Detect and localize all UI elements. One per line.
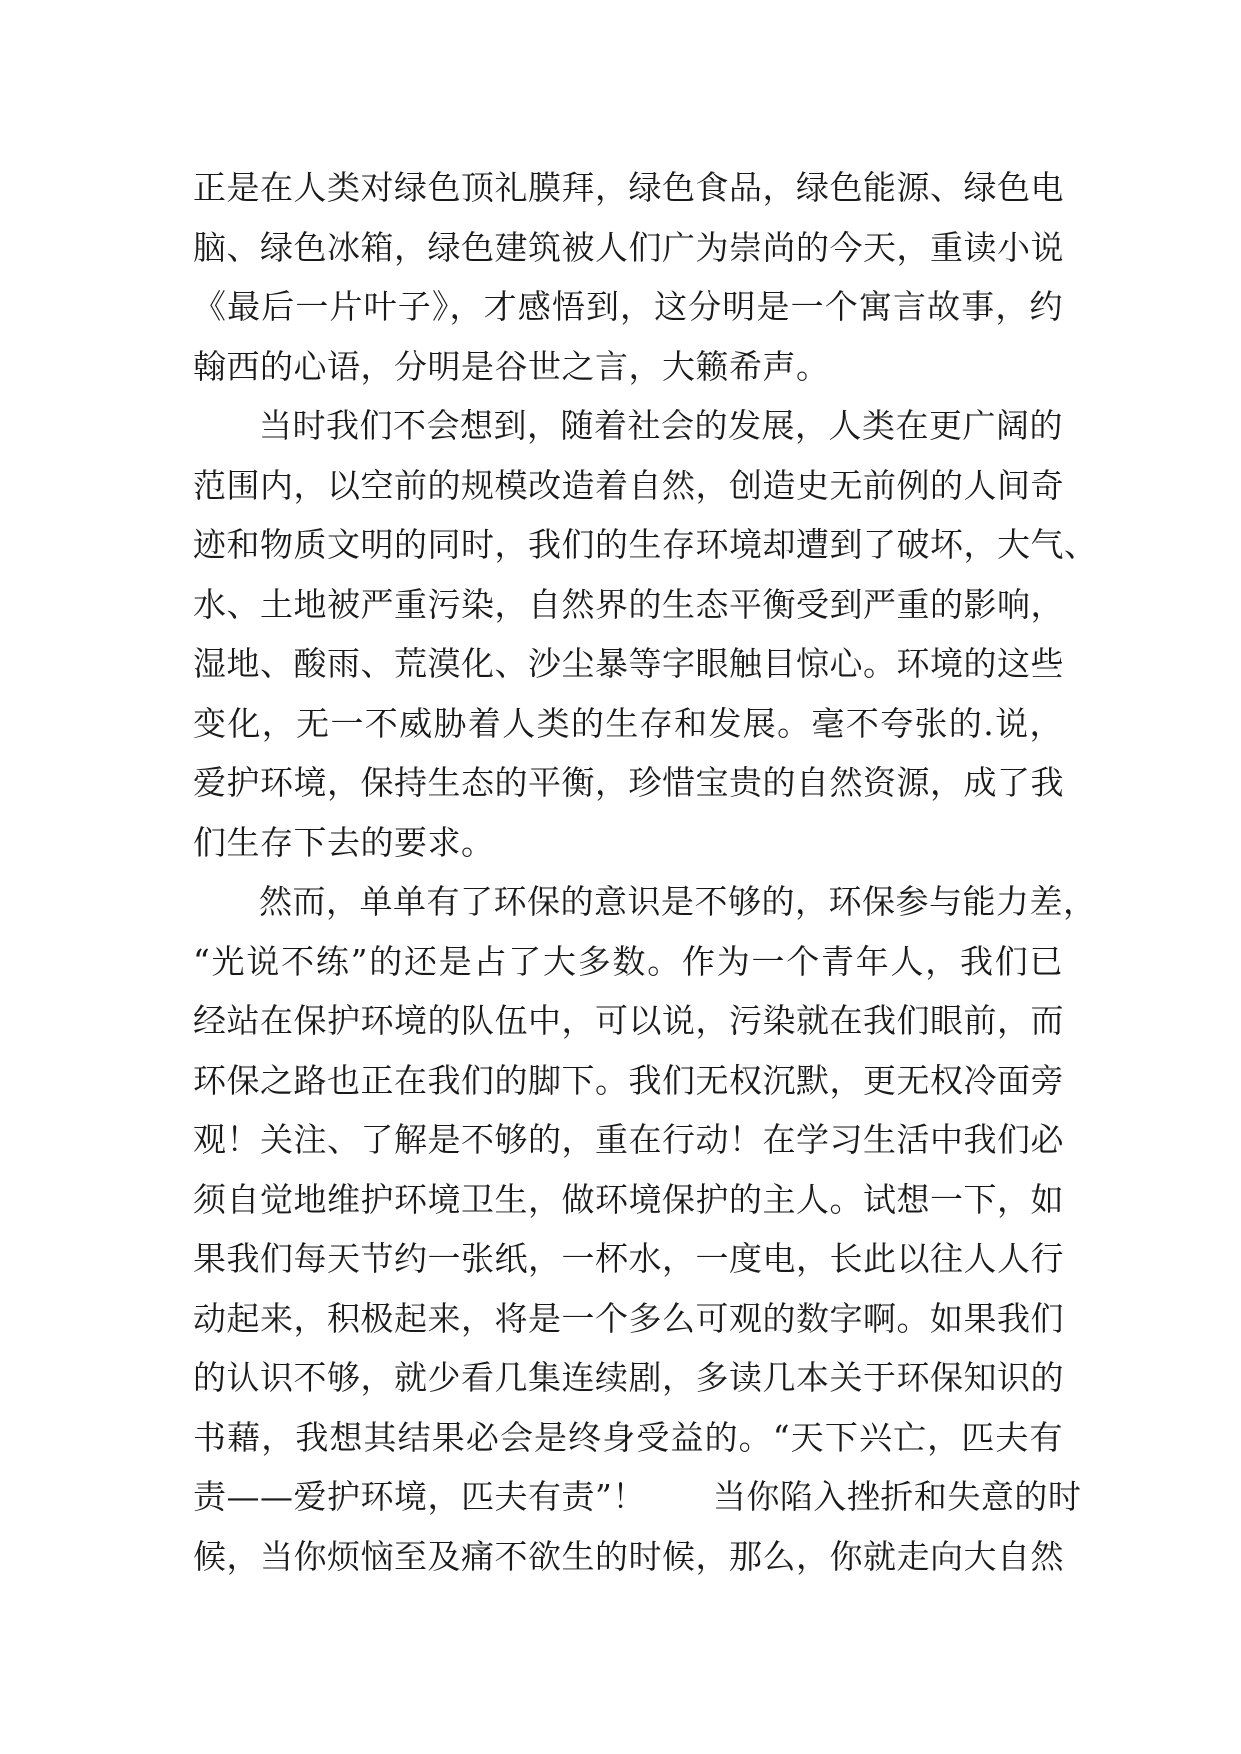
text-line: 变化，无一不威胁着人类的生存和发展。毫不夸张的.说，	[193, 703, 1063, 743]
text-line: 当时我们不会想到，随着社会的发展，人类在更广阔的	[259, 406, 1063, 445]
text-line: 脑、绿色冰箱，绿色建筑被人们广为崇尚的今天，重读小说	[193, 227, 1064, 267]
text-line: 《最后一片叶子》，才感悟到，这分明是一个寓言故事，约	[193, 287, 1063, 326]
text-line: 书藉，我想其结果必会是终身受益的。“天下兴亡，匹夫有	[193, 1417, 1063, 1457]
text-line: 责——爱护环境，匹夫有责”！ 当你陷入挫折和失意的时	[193, 1477, 1082, 1516]
text-line: 候，当你烦恼至及痛不欲生的时候，那么，你就走向大自然	[193, 1536, 1064, 1576]
text-line: 然而，单单有了环保的意识是不够的，环保参与能力差，	[259, 882, 1097, 921]
text-line: 爱护环境，保持生态的平衡，珍惜宝贵的自然资源，成了我	[193, 763, 1064, 802]
text-line: 观！关注、了解是不够的，重在行动！在学习生活中我们必	[193, 1120, 1064, 1159]
text-line: 须自觉地维护环境卫生，做环境保护的主人。试想一下，如	[193, 1179, 1064, 1219]
text-line: 正是在人类对绿色顶礼膜拜，绿色食品，绿色能源、绿色电	[193, 168, 1064, 207]
text-line: 环保之路也正在我们的脚下。我们无权沉默，更无权冷面旁	[193, 1060, 1064, 1100]
text-line: “光说不练”的还是占了大多数。作为一个青年人，我们已	[193, 941, 1063, 981]
text-line: 果我们每天节约一张纸，一杯水，一度电，长此以往人人行	[193, 1239, 1064, 1278]
text-line: 翰西的心语，分明是谷世之言，大籁希声。	[193, 346, 830, 386]
text-line: 的认识不够，就少看几集连续剧，多读几本关于环保知识的	[193, 1358, 1064, 1397]
text-line: 动起来，积极起来，将是一个多么可观的数字啊。如果我们	[193, 1298, 1064, 1338]
text-line: 湿地、酸雨、荒漠化、沙尘暴等字眼触目惊心。环境的这些	[193, 644, 1064, 683]
text-line: 们生存下去的要求。	[193, 822, 495, 862]
text-line: 水、土地被严重污染，自然界的生态平衡受到严重的影响，	[193, 584, 1064, 624]
text-line: 经站在保护环境的队伍中，可以说，污染就在我们眼前，而	[193, 1001, 1064, 1040]
text-line: 范围内，以空前的规模改造着自然，创造史无前例的人间奇	[193, 465, 1064, 505]
text-line: 迹和物质文明的同时，我们的生存环境却遭到了破坏，大气、	[193, 525, 1098, 564]
body-text	[193, 158, 1098, 1586]
